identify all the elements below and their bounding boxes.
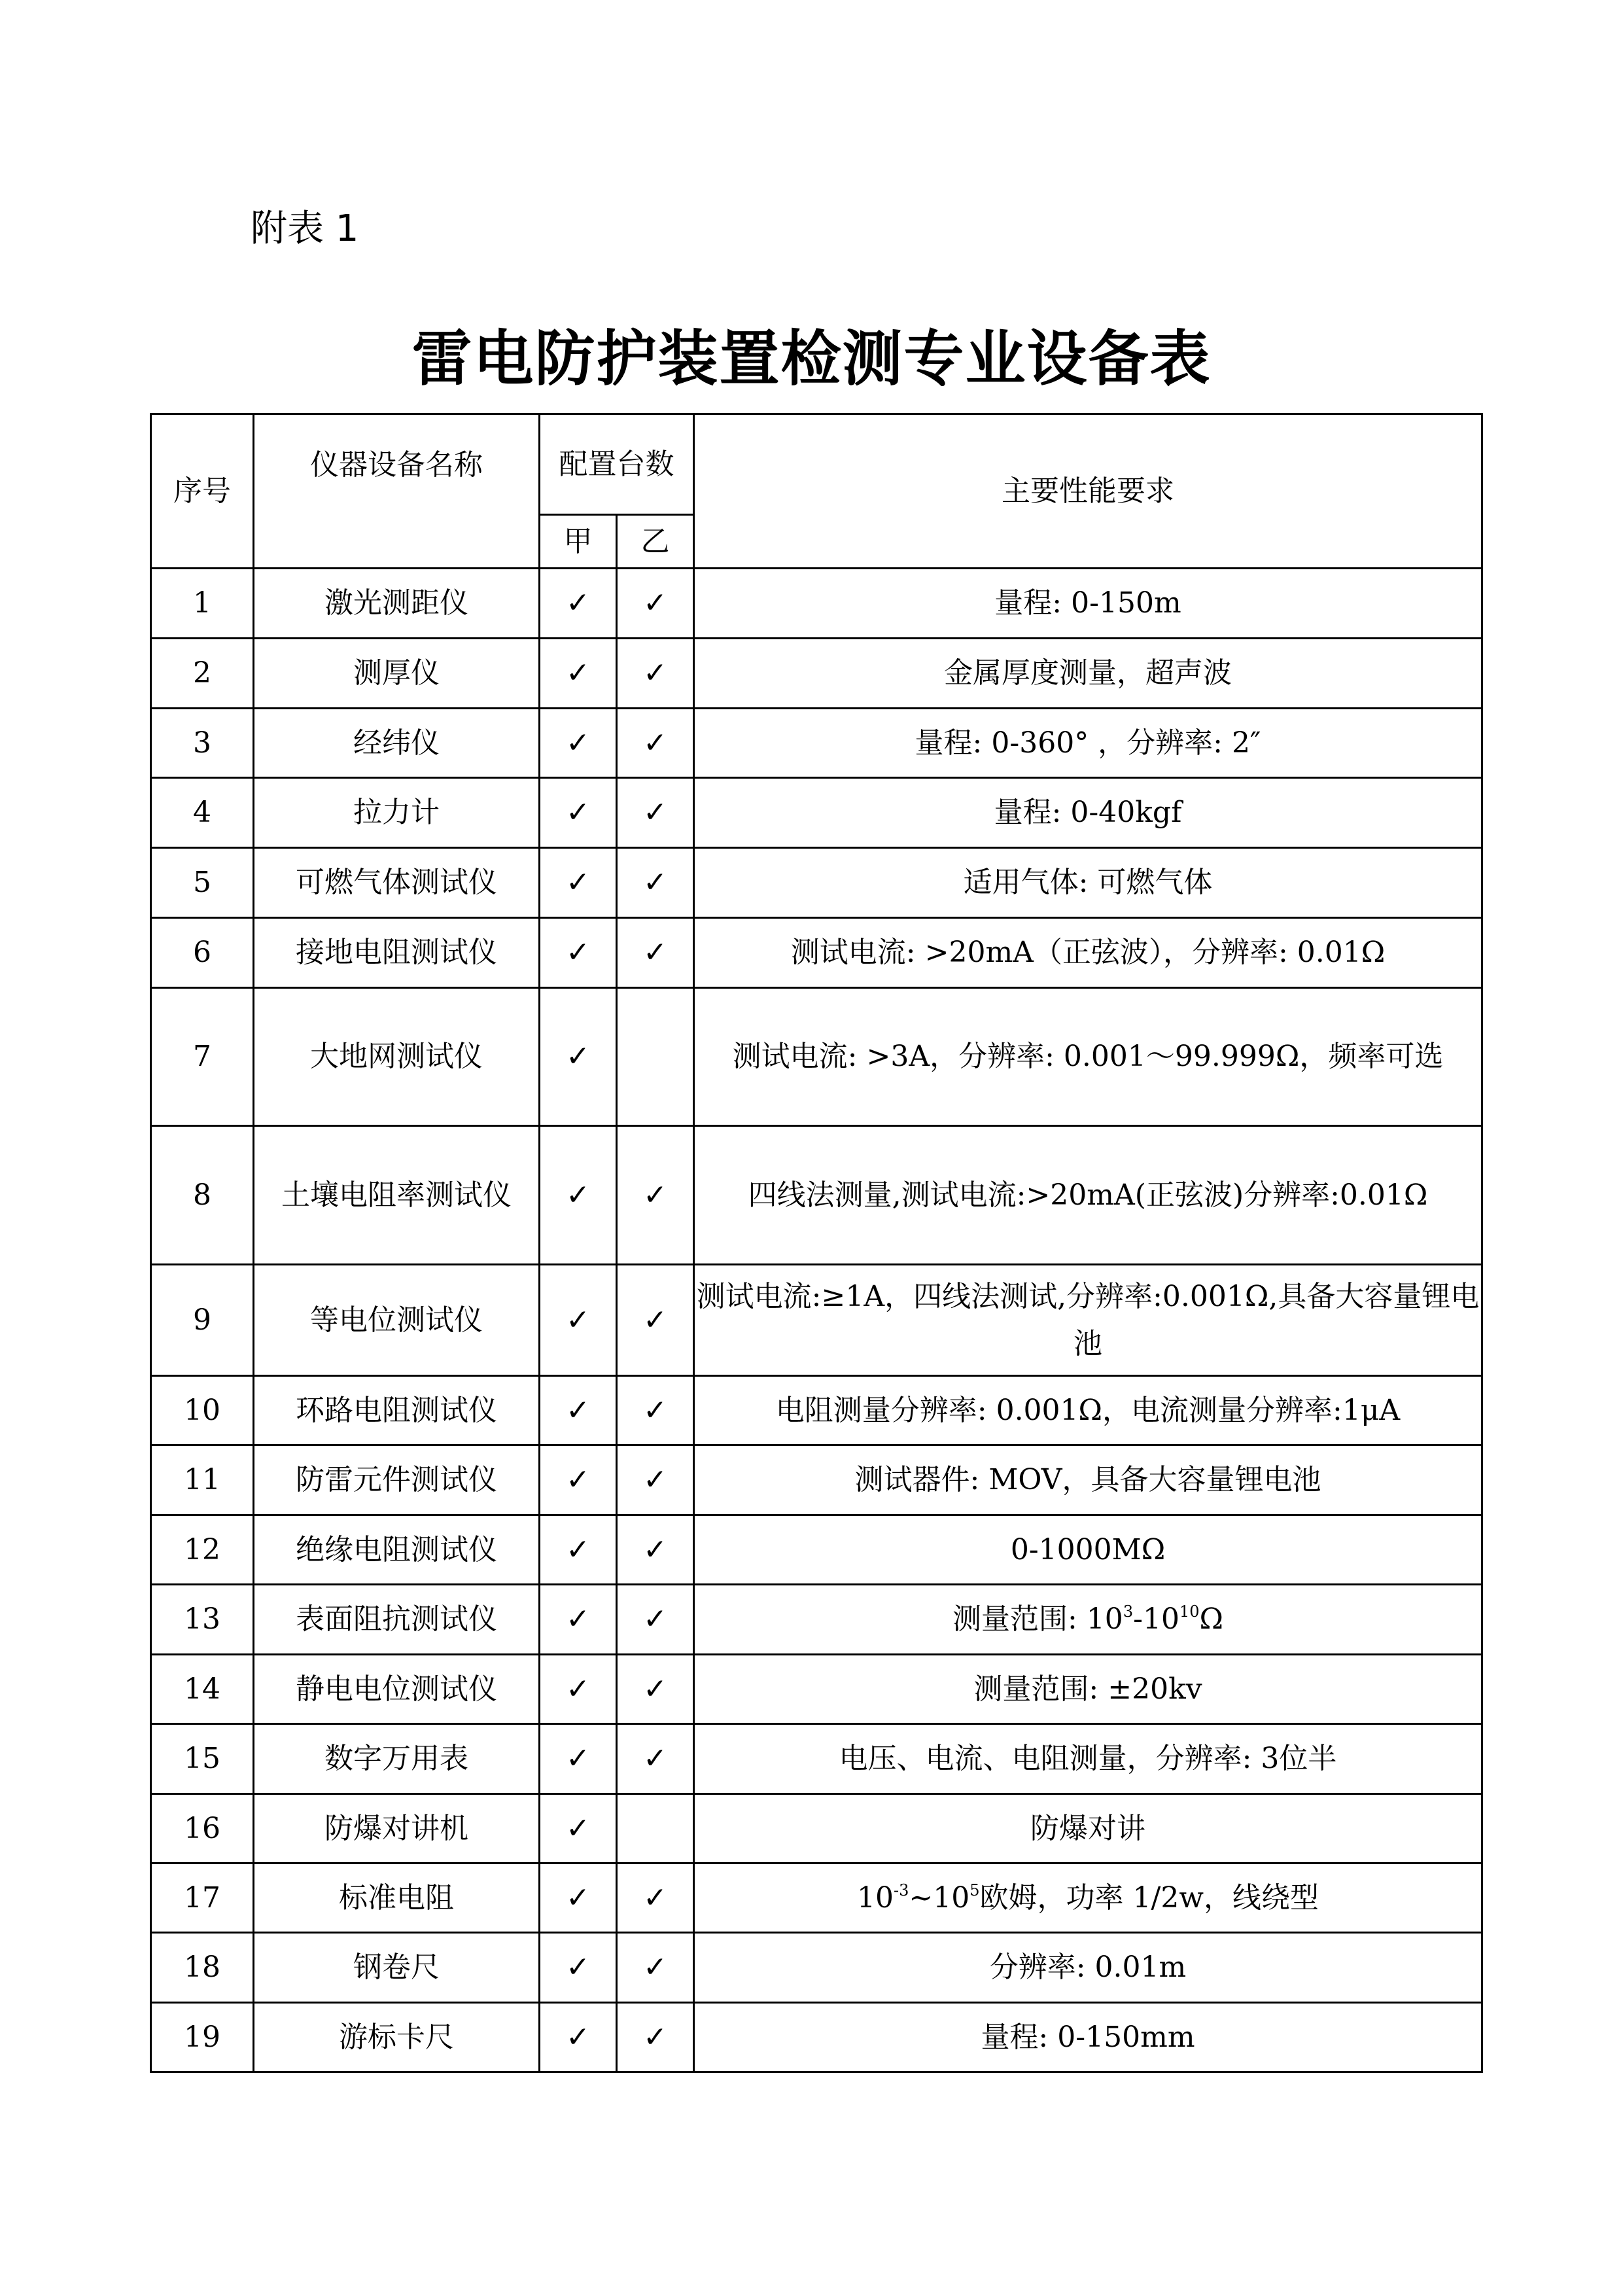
grade-b-check-icon: ✓ xyxy=(617,709,694,778)
grade-b-check-icon: ✓ xyxy=(617,918,694,988)
grade-a-check-icon: ✓ xyxy=(540,639,617,709)
grade-b-check-icon: ✓ xyxy=(617,778,694,848)
row-seq: 17 xyxy=(151,1863,254,1933)
row-requirement: 四线法测量,测试电流:>20mA(正弦波)分辨率:0.01Ω xyxy=(694,1126,1482,1265)
row-equipment-name: 环路电阻测试仪 xyxy=(254,1376,540,1445)
row-equipment-name: 等电位测试仪 xyxy=(254,1265,540,1376)
row-requirement: 测试电流: >20mA（正弦波），分辨率: 0.01Ω xyxy=(694,918,1482,988)
grade-a-check-icon: ✓ xyxy=(540,1655,617,1724)
row-requirement: 适用气体: 可燃气体 xyxy=(694,848,1482,918)
grade-a-check-icon: ✓ xyxy=(540,988,617,1126)
row-requirement: 测试器件: MOV，具备大容量锂电池 xyxy=(694,1445,1482,1515)
header-name-blank xyxy=(254,515,540,569)
grade-a-check-icon: ✓ xyxy=(540,1515,617,1585)
row-seq: 11 xyxy=(151,1445,254,1515)
row-seq: 13 xyxy=(151,1585,254,1655)
row-equipment-name: 经纬仪 xyxy=(254,709,540,778)
grade-a-check-icon: ✓ xyxy=(540,1724,617,1794)
row-requirement xyxy=(694,1863,1482,1933)
table-row xyxy=(151,1265,1482,1376)
header-grade-a: 甲 xyxy=(540,515,617,569)
grade-b-check-icon: ✓ xyxy=(617,1724,694,1794)
grade-b-check-icon: ✓ xyxy=(617,1445,694,1515)
row-equipment-name: 可燃气体测试仪 xyxy=(254,848,540,918)
req-exponent-2: 10 xyxy=(1179,1602,1200,1621)
header-name: 仪器设备名称 xyxy=(254,414,540,515)
row-equipment-name: 防爆对讲机 xyxy=(254,1794,540,1863)
grade-b-check-icon: ✓ xyxy=(617,1655,694,1724)
table-row xyxy=(151,569,1482,639)
row-seq: 18 xyxy=(151,1933,254,2003)
grade-b-check-icon: ✓ xyxy=(617,1863,694,1933)
row-equipment-name: 测厚仪 xyxy=(254,639,540,709)
table-row xyxy=(151,1376,1482,1445)
row-requirement: 金属厚度测量，超声波 xyxy=(694,639,1482,709)
row-requirement: 量程: 0-360° ，分辨率: 2″ xyxy=(694,709,1482,778)
row-equipment-name: 表面阻抗测试仪 xyxy=(254,1585,540,1655)
row-equipment-name: 拉力计 xyxy=(254,778,540,848)
row-seq: 6 xyxy=(151,918,254,988)
grade-b-check-icon: ✓ xyxy=(617,1933,694,2003)
row-equipment-name: 防雷元件测试仪 xyxy=(254,1445,540,1515)
grade-a-check-icon: ✓ xyxy=(540,1376,617,1445)
table-row xyxy=(151,988,1482,1126)
row-requirement: 量程: 0-150mm xyxy=(694,2003,1482,2072)
row-seq: 2 xyxy=(151,639,254,709)
document-title: 雷电防护装置检测专业设备表 xyxy=(411,323,1212,394)
grade-a-check-icon: ✓ xyxy=(540,1794,617,1863)
grade-a-check-icon: ✓ xyxy=(540,709,617,778)
grade-a-check-icon: ✓ xyxy=(540,1126,617,1265)
appendix-label: 附表 1 xyxy=(251,207,359,250)
req-text-mid: -10 xyxy=(1133,1602,1179,1636)
grade-a-check-icon: ✓ xyxy=(540,1585,617,1655)
req-text-pre: 10 xyxy=(857,1881,894,1915)
grade-b-check-icon: ✓ xyxy=(617,1585,694,1655)
table-row xyxy=(151,1515,1482,1585)
header-count: 配置台数 xyxy=(540,414,694,515)
req-exponent-1: 3 xyxy=(1123,1602,1134,1621)
row-seq: 9 xyxy=(151,1265,254,1376)
row-requirement: 电阻测量分辨率: 0.001Ω，电流测量分辨率:1μA xyxy=(694,1376,1482,1445)
grade-b-check-icon: ✓ xyxy=(617,1126,694,1265)
row-equipment-name: 接地电阻测试仪 xyxy=(254,918,540,988)
req-text-post: 欧姆，功率 1/2w，线绕型 xyxy=(979,1881,1319,1915)
table-row xyxy=(151,918,1482,988)
row-seq: 12 xyxy=(151,1515,254,1585)
row-requirement: 测量范围: ±20kv xyxy=(694,1655,1482,1724)
req-text-pre: 测量范围: 10 xyxy=(952,1602,1123,1636)
equipment-table xyxy=(150,413,1483,2073)
row-grade-b-check xyxy=(617,988,694,1126)
row-grade-b-check xyxy=(617,1794,694,1863)
row-requirement: 量程: 0-150m xyxy=(694,569,1482,639)
table-row xyxy=(151,778,1482,848)
grade-a-check-icon: ✓ xyxy=(540,1265,617,1376)
table-row xyxy=(151,1863,1482,1933)
row-seq: 19 xyxy=(151,2003,254,2072)
grade-a-check-icon: ✓ xyxy=(540,778,617,848)
grade-a-check-icon: ✓ xyxy=(540,918,617,988)
row-seq: 3 xyxy=(151,709,254,778)
row-equipment-name: 大地网测试仪 xyxy=(254,988,540,1126)
row-requirement: 测试电流: >3A，分辨率: 0.001～99.999Ω，频率可选 xyxy=(694,988,1482,1126)
grade-b-check-icon: ✓ xyxy=(617,1265,694,1376)
table-row xyxy=(151,1126,1482,1265)
header-grade-b: 乙 xyxy=(617,515,694,569)
row-equipment-name: 数字万用表 xyxy=(254,1724,540,1794)
table-row xyxy=(151,2003,1482,2072)
grade-b-check-icon: ✓ xyxy=(617,848,694,918)
row-seq: 5 xyxy=(151,848,254,918)
row-seq: 4 xyxy=(151,778,254,848)
row-seq: 7 xyxy=(151,988,254,1126)
row-requirement: 电压、电流、电阻测量，分辨率: 3位半 xyxy=(694,1724,1482,1794)
row-seq: 15 xyxy=(151,1724,254,1794)
grade-b-check-icon: ✓ xyxy=(617,569,694,639)
row-seq: 1 xyxy=(151,569,254,639)
grade-a-check-icon: ✓ xyxy=(540,1863,617,1933)
table-row xyxy=(151,848,1482,918)
row-equipment-name: 土壤电阻率测试仪 xyxy=(254,1126,540,1265)
row-seq: 8 xyxy=(151,1126,254,1265)
grade-b-check-icon: ✓ xyxy=(617,1376,694,1445)
row-equipment-name: 游标卡尺 xyxy=(254,2003,540,2072)
row-seq: 16 xyxy=(151,1794,254,1863)
row-seq: 14 xyxy=(151,1655,254,1724)
row-equipment-name: 标准电阻 xyxy=(254,1863,540,1933)
header-requirements: 主要性能要求 xyxy=(694,414,1482,569)
row-requirement: 量程: 0-40kgf xyxy=(694,778,1482,848)
grade-b-check-icon: ✓ xyxy=(617,2003,694,2072)
grade-b-check-icon: ✓ xyxy=(617,1515,694,1585)
grade-a-check-icon: ✓ xyxy=(540,2003,617,2072)
row-requirement: 测试电流:≥1A，四线法测试,分辨率:0.001Ω,具备大容量锂电池 xyxy=(694,1265,1482,1376)
row-equipment-name: 静电电位测试仪 xyxy=(254,1655,540,1724)
req-exponent-2: 5 xyxy=(969,1881,980,1899)
req-text-mid: ~10 xyxy=(909,1881,970,1915)
table-row xyxy=(151,639,1482,709)
grade-a-check-icon: ✓ xyxy=(540,1933,617,2003)
req-exponent-1: -3 xyxy=(894,1881,909,1899)
table-row xyxy=(151,1724,1482,1794)
header-seq: 序号 xyxy=(151,414,254,569)
grade-b-check-icon: ✓ xyxy=(617,639,694,709)
row-equipment-name: 激光测距仪 xyxy=(254,569,540,639)
grade-a-check-icon: ✓ xyxy=(540,569,617,639)
table-row xyxy=(151,1933,1482,2003)
table-row xyxy=(151,1794,1482,1863)
table-row xyxy=(151,1445,1482,1515)
table-row xyxy=(151,1585,1482,1655)
req-text-post: Ω xyxy=(1199,1602,1223,1636)
row-seq: 10 xyxy=(151,1376,254,1445)
row-requirement: 防爆对讲 xyxy=(694,1794,1482,1863)
row-requirement xyxy=(694,1585,1482,1655)
row-requirement: 0-1000MΩ xyxy=(694,1515,1482,1585)
header-row-1 xyxy=(151,414,1482,515)
row-equipment-name: 钢卷尺 xyxy=(254,1933,540,2003)
row-requirement: 分辨率: 0.01m xyxy=(694,1933,1482,2003)
table-row xyxy=(151,709,1482,778)
grade-a-check-icon: ✓ xyxy=(540,848,617,918)
table-row xyxy=(151,1655,1482,1724)
row-equipment-name: 绝缘电阻测试仪 xyxy=(254,1515,540,1585)
grade-a-check-icon: ✓ xyxy=(540,1445,617,1515)
